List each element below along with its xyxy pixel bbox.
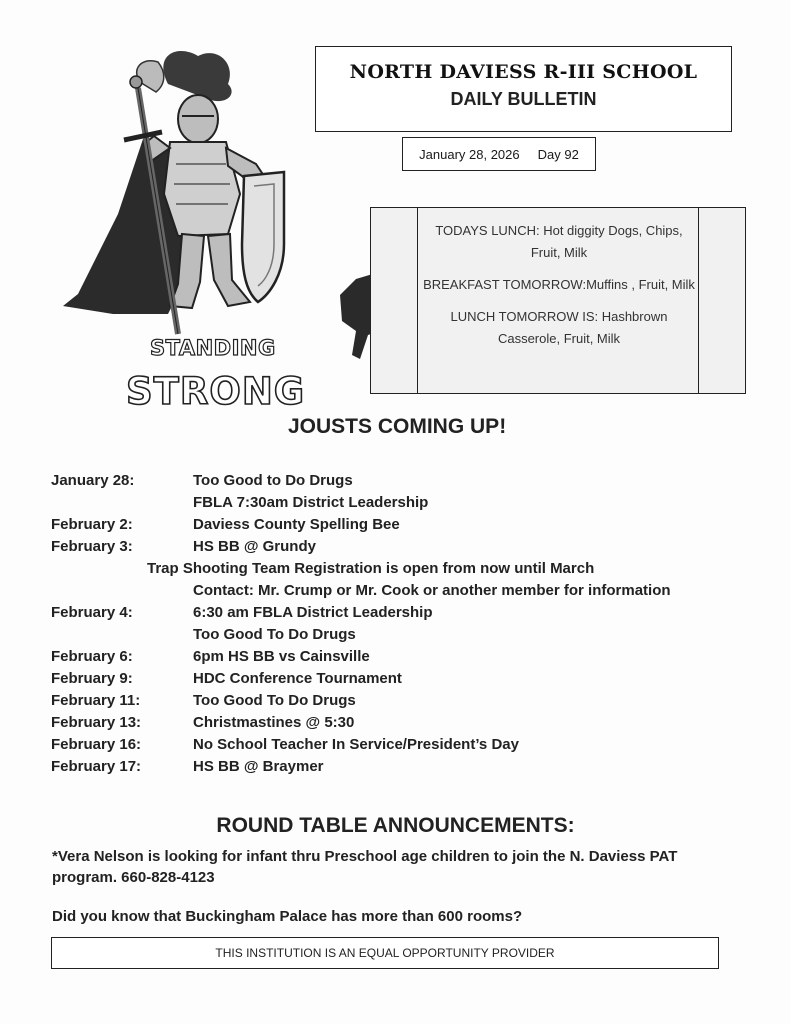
lunch-tomorrow: LUNCH TOMORROW IS: Hashbrown Casserole, Fruit, Milk: [450, 309, 668, 346]
event-date: February 13:: [51, 714, 142, 731]
event-date: February 16:: [51, 736, 142, 753]
announcement-item: Did you know that Buckingham Palace has more than 600 rooms?: [52, 908, 523, 925]
bulletin-date: January 28, 2026: [419, 146, 520, 162]
menu-divider-left: [417, 208, 418, 393]
event-text: HDC Conference Tournament: [193, 670, 402, 687]
slogan-strong: STRONG: [126, 370, 306, 413]
event-text: No School Teacher In Service/President’s Day: [193, 736, 519, 753]
announcements-heading: ROUND TABLE ANNOUNCEMENTS:: [216, 814, 575, 837]
event-text: Too Good to Do Drugs: [193, 472, 353, 489]
footer-notice: [51, 937, 719, 969]
menu-box: [370, 207, 746, 394]
footer-text: THIS INSTITUTION IS AN EQUAL OPPORTUNITY PROVIDER: [215, 946, 555, 960]
event-date: February 9:: [51, 670, 133, 687]
knight-icon: [58, 44, 290, 354]
date-box: [402, 137, 596, 171]
event-text: Trap Shooting Team Registration is open from now until March: [147, 560, 595, 577]
bulletin-day: Day 92: [537, 146, 579, 162]
menu-divider-right: [698, 208, 699, 393]
slogan-standing: STANDING: [150, 336, 276, 360]
title-box: [315, 46, 732, 132]
event-text: Too Good To Do Drugs: [193, 626, 356, 643]
bulletin-title: DAILY BULLETIN: [450, 89, 597, 109]
today-lunch: TODAYS LUNCH: Hot diggity Dogs, Chips, Fruit, Milk: [435, 223, 683, 260]
event-text: Daviess County Spelling Bee: [193, 516, 400, 533]
school-name: NORTH DAVIESS R-III SCHOOL: [349, 61, 698, 83]
event-text: 6:30 am FBLA District Leadership: [193, 604, 433, 621]
event-date: February 2:: [51, 516, 133, 533]
announcement-item: *Vera Nelson is looking for infant thru Preschool age children to join the N. Daviess PAT program. 660-828-4123: [52, 848, 678, 886]
event-date: February 6:: [51, 648, 133, 665]
event-text: HS BB @ Grundy: [193, 538, 316, 555]
event-text: FBLA 7:30am District Leadership: [193, 494, 429, 511]
breakfast-tomorrow: BREAKFAST TOMORROW:Muffins , Fruit, Milk: [423, 277, 695, 292]
event-text: Contact: Mr. Crump or Mr. Cook or another member for information: [193, 582, 671, 599]
event-text: 6pm HS BB vs Cainsville: [193, 648, 370, 665]
event-date: January 28:: [51, 472, 135, 489]
event-date: February 3:: [51, 538, 133, 555]
event-date: February 4:: [51, 604, 133, 621]
event-text: Too Good To Do Drugs: [193, 692, 356, 709]
event-text: HS BB @ Braymer: [193, 758, 324, 775]
menu-text: [423, 220, 695, 360]
event-date: February 17:: [51, 758, 142, 775]
events-heading: JOUSTS COMING UP!: [288, 415, 507, 438]
event-date: February 11:: [51, 692, 141, 709]
event-text: Christmastines @ 5:30: [193, 714, 355, 731]
